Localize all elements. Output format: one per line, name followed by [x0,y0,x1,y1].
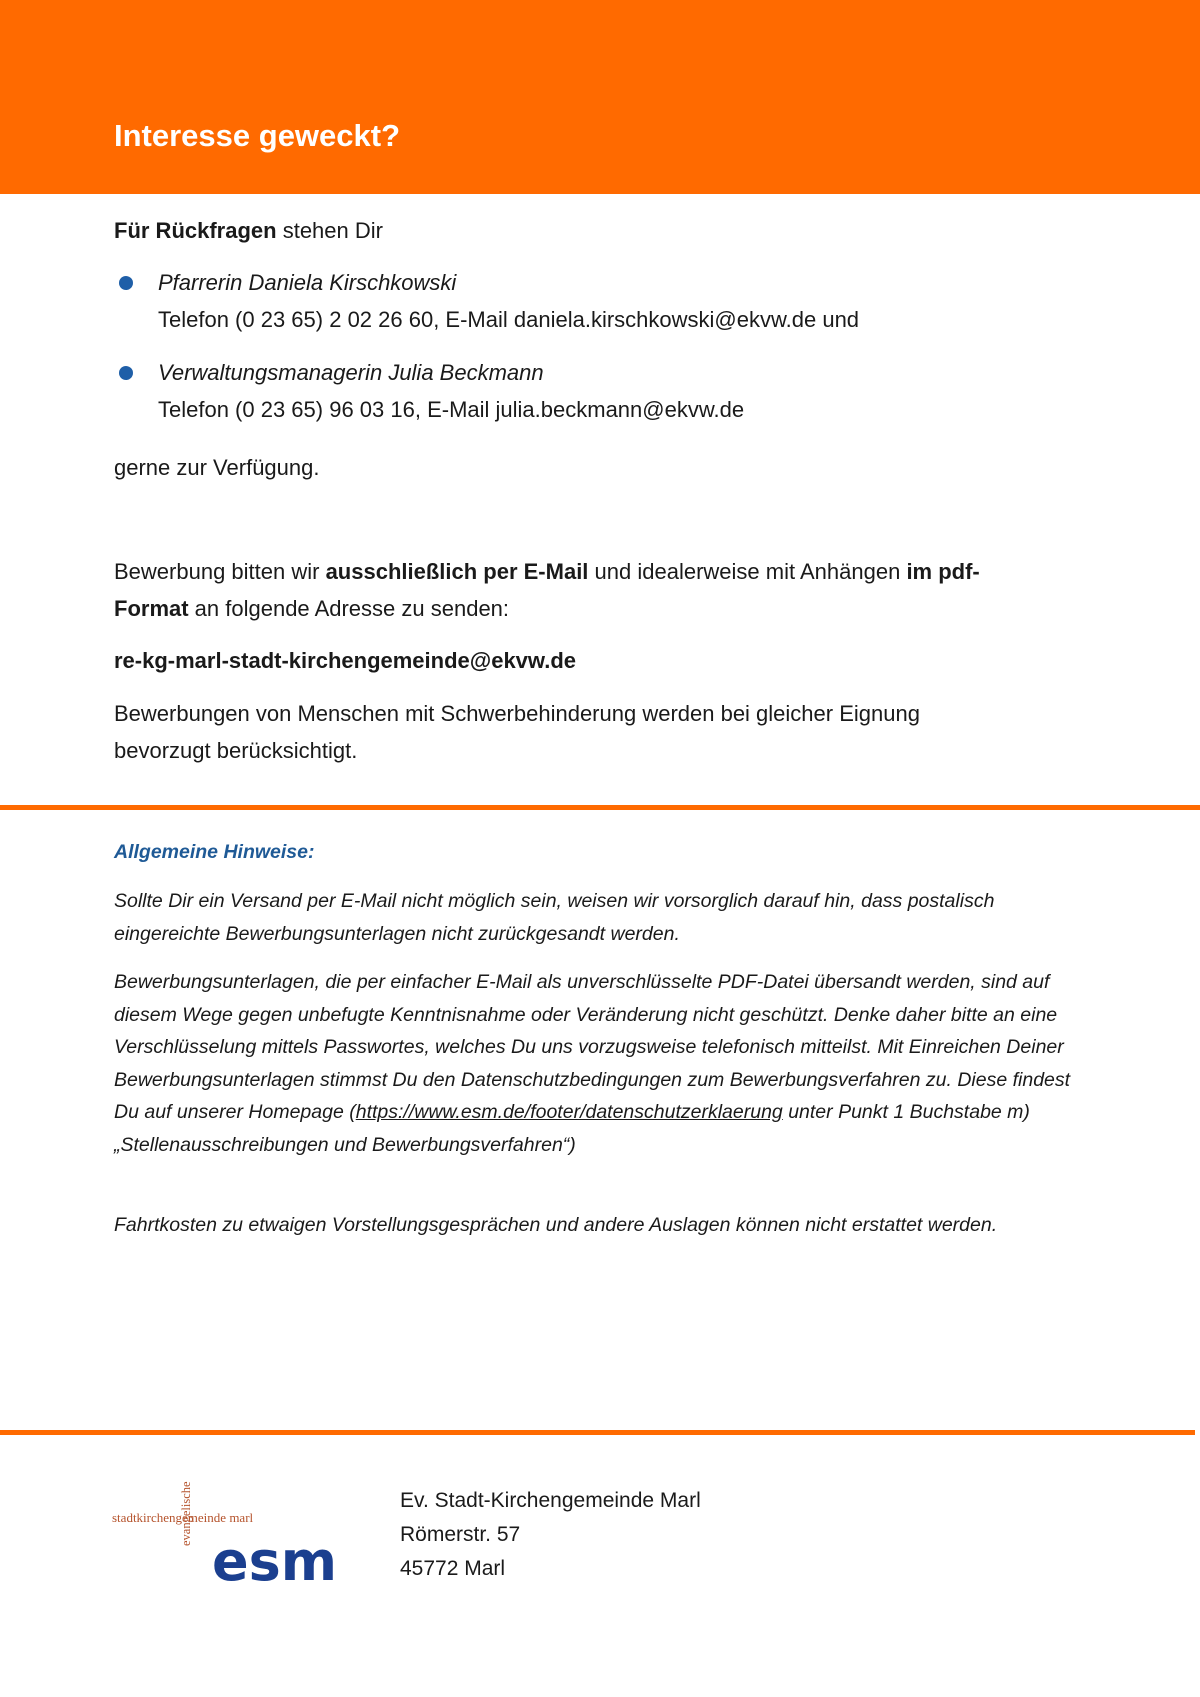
contact-item [114,264,1074,338]
application-email: re-kg-marl-stadt-kirchengemeinde@ekvw.de [114,648,576,673]
bullet-icon [119,276,133,290]
divider [0,1430,1195,1435]
contact-details: Telefon (0 23 65) 96 03 16, E-Mail julia.beckmann@ekvw.de [158,397,745,422]
logo-mark: esm [212,1530,338,1588]
header-banner [0,0,1200,194]
closing-text: gerne zur Verfügung. [114,455,320,480]
contact-item [114,354,1074,428]
logo-vertical-text: evangelische [179,1481,193,1546]
intro-paragraph [114,212,1074,249]
contact-details: Telefon (0 23 65) 2 02 26 60, E-Mail daniela.kirschkowski@ekvw.de und [158,307,860,332]
note-paragraph: Fahrtkosten zu etwaigen Vorstellungsgesprächen und andere Auslagen können nicht erstattet werden. [114,1214,998,1236]
address-line: Römerstr. 57 [400,1523,521,1546]
contact-list [114,264,1074,444]
application-text: und idealerweise mit Anhängen [588,559,907,584]
disability-note: Bewerbungen von Menschen mit Schwerbehinderung werden bei gleicher Eignung bevorzugt berücksichtigt. [114,701,920,763]
page-title: Interesse geweckt? [114,118,401,153]
logo-line-text: stadtkirchengemeinde marl [112,1510,254,1525]
bullet-icon [119,366,133,380]
application-bold: ausschließlich per E-Mail [325,559,589,584]
esm-logo [112,1468,352,1588]
address-line: 45772 Marl [400,1557,506,1580]
application-paragraph [114,553,1014,627]
note-paragraph: Sollte Dir ein Versand per E-Mail nicht möglich sein, weisen wir vorsorglich darauf hin, dass postalisch eingereichte Bewerbungsunterlagen nicht zurückgesandt werden. [114,890,995,945]
address-line: Ev. Stadt-Kirchengemeinde Marl [400,1489,701,1512]
application-text: an folgende Adresse zu senden: [188,596,510,621]
note-text: Bewerbungsunterlagen, die per einfacher E-Mail als unverschlüsselte PDF-Datei übersandt werden, sind auf diesem Wege gegen unbefugte Kenntnisnahme oder Veränderung nicht geschützt. Denke daher bitte an eine Verschlüsselung mittels Passwortes, welches Du uns vorzugsweise telefonisch mitteilst. Mit Einreichen Deiner Bewerbungsunterlagen stimmst Du den Datenschutzbedingungen zum Bewerbungsverfahren zu. Diese findest Du auf unserer Homepage ( [114,971,1071,1123]
intro-bold: Für Rückfragen [114,218,277,243]
divider [0,805,1200,810]
footer-address [400,1484,701,1586]
privacy-link[interactable]: https://www.esm.de/footer/datenschutzerklaerung [355,1101,783,1123]
logo-graphic [112,1468,352,1588]
application-text: Bewerbung bitten wir [114,559,326,584]
note-paragraph [114,966,1094,1161]
contact-name: Verwaltungsmanagerin Julia Beckmann [158,360,544,385]
application-bold: im pdf-Format [114,559,980,621]
note-text: unter Punkt 1 Buchstabe m) „Stellenausschreibungen und Bewerbungsverfahren“) [114,1101,1030,1156]
notes-title: Allgemeine Hinweise: [114,841,315,863]
intro-rest: stehen Dir [276,218,383,243]
contact-name: Pfarrerin Daniela Kirschkowski [158,270,457,295]
